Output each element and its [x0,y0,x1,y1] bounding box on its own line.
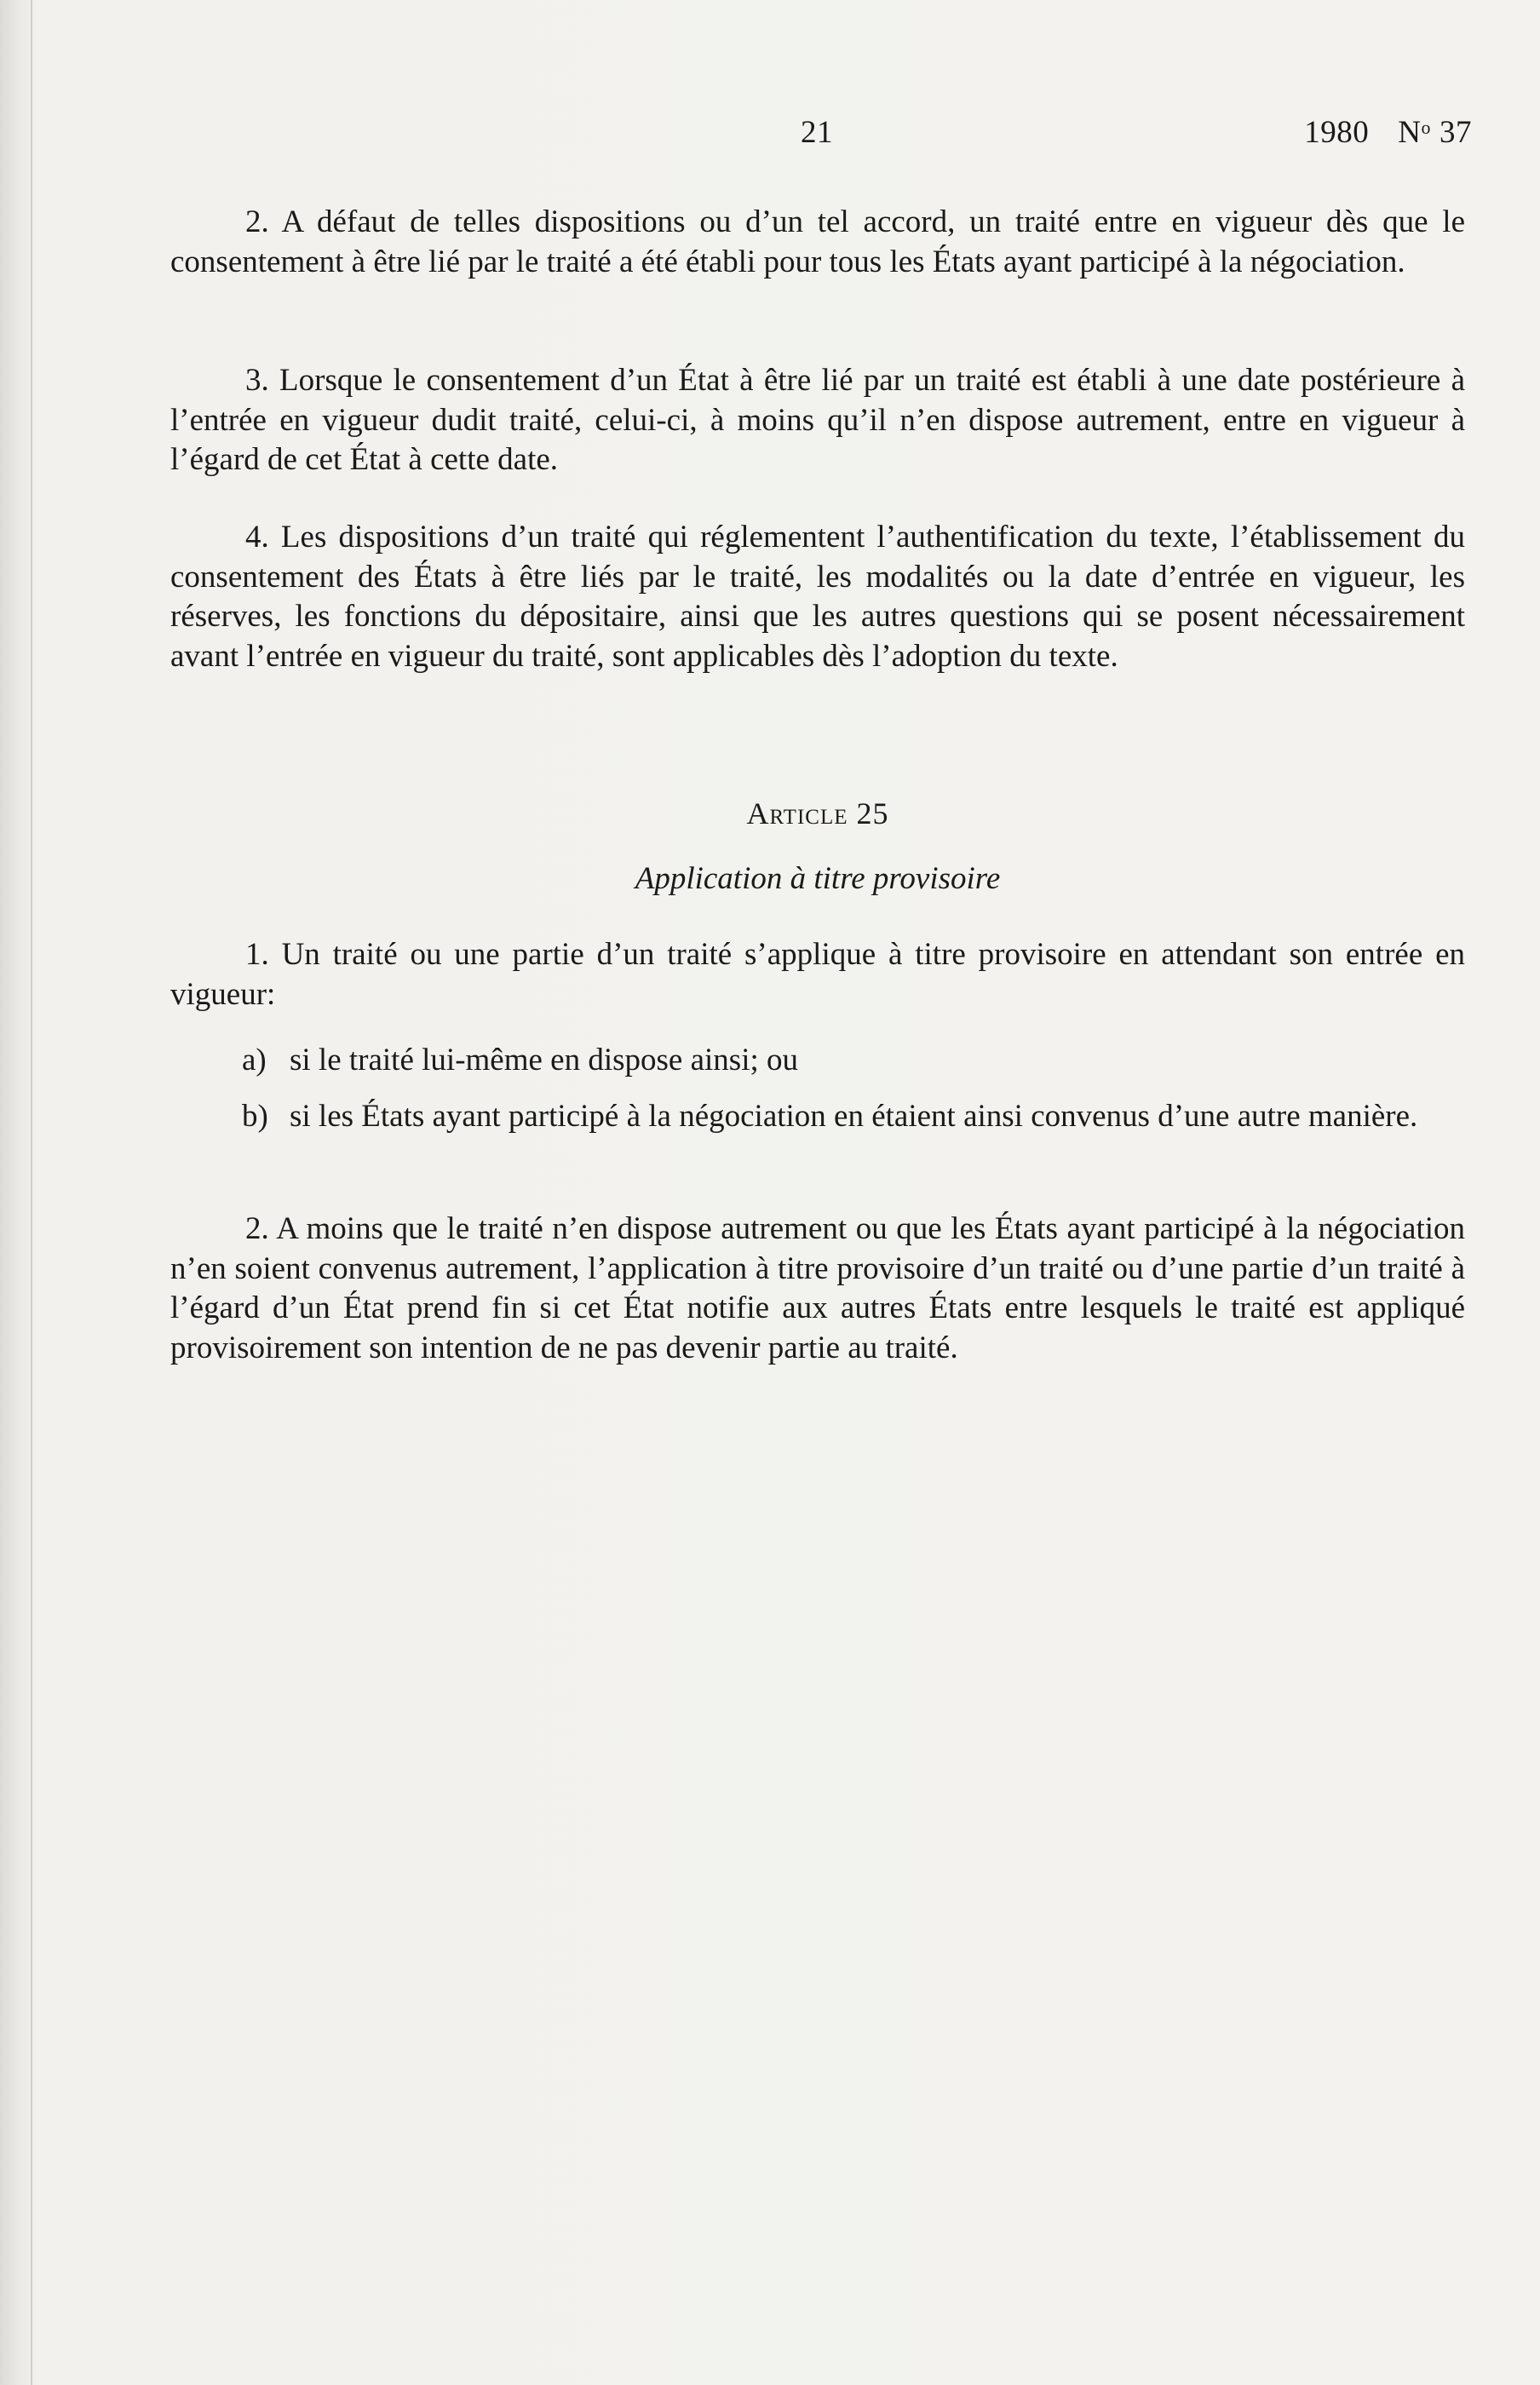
paragraph-2: 2. A défaut de telles dispositions ou d’un tel accord, un traité entre en vigueur dès que le consentement à être lié par le traité a été établi pour tous les États ayant participé à la négociation. [170,204,1465,279]
list-marker: b) [242,1099,268,1134]
article-title-text: Article 25 [746,796,889,830]
article-paragraph-2: 2. A moins que le traité n’en dispose autrement ou que les États ayant participé à la négociation n’en soient convenus autrement, l’application à titre provisoire d’un traité ou d’une partie d’un traité à l’égard d’un État prend fin si cet État notifie aux autres États entre lesquels le traité est appliqué provisoirement son intention de ne pas devenir partie au traité. [170,1211,1465,1365]
list-text: si les États ayant participé à la négociation en étaient ainsi convenus d’une autre manière. [290,1099,1418,1134]
article-title [170,796,1465,831]
number-suffix: o [1421,117,1431,138]
list-text: si le traité lui-même en dispose ainsi; ou [290,1043,799,1078]
list-marker: a) [242,1043,267,1078]
paragraph-4: 4. Les dispositions d’un traité qui réglementent l’authentification du texte, l’établissement du consentement des États à être liés par le traité, les modalités ou la date d’entrée en vigueur, les réserves, les fonctions du dépositaire, ainsi que les autres questions qui se posent nécessairement avant l’entrée en vigueur du traité, sont applicables dès l’adoption du texte. [170,520,1465,674]
journal-reference [1304,114,1472,151]
paragraph-3: 3. Lorsque le consentement d’un État à être lié par un traité est établi à une date postérieure à l’entrée en vigueur dudit traité, celui-ci, à moins qu’il n’en dispose autrement, entre en vigueur à l’égard de cet État à cette date. [170,363,1465,477]
article-subtitle: Application à titre provisoire [635,861,1001,896]
number-label: N [1398,115,1422,150]
page-gutter-shadow [31,0,32,2385]
article-paragraph-1: 1. Un traité ou une partie d’un traité s’applique à titre provisoire en attendant son entrée en vigueur: [170,937,1465,1012]
list-item-b [242,1097,1465,1137]
list-item-a [242,1041,1465,1081]
page-number: 21 [801,115,833,150]
journal-year: 1980 [1304,115,1370,150]
journal-number: 37 [1439,115,1472,150]
